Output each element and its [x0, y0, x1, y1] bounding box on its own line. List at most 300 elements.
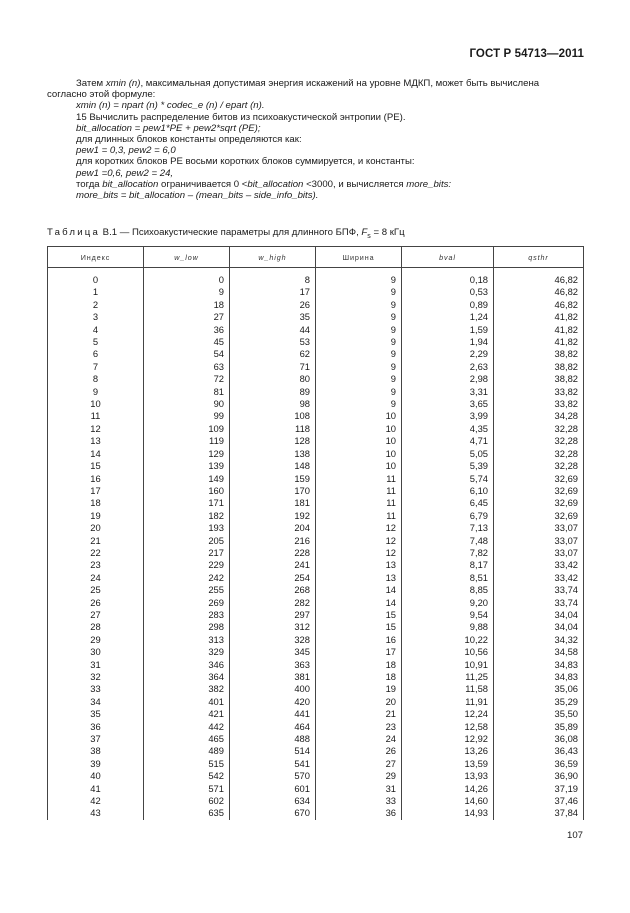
cell-width: 9: [316, 336, 402, 348]
cell-index: 31: [48, 659, 144, 671]
cell-w-low: 72: [144, 373, 230, 385]
cell-qsthr: 38,82: [494, 373, 584, 385]
header-w-high: w_high: [230, 247, 316, 268]
cell-index: 29: [48, 634, 144, 646]
formula-line: bit_allocation = pew1*PE + pew2*sqrt (PE);: [76, 122, 261, 134]
cell-qsthr: 41,82: [494, 311, 584, 323]
cell-w-high: 204: [230, 522, 316, 534]
caption-text: В.1 — Психоакустические параметры для длинного БПФ,: [100, 227, 362, 238]
cell-bval: 8,51: [402, 572, 494, 584]
cell-w-low: 63: [144, 361, 230, 373]
cell-w-low: 171: [144, 497, 230, 509]
table-row: [48, 473, 584, 485]
cell-width: 12: [316, 522, 402, 534]
table-caption: [47, 227, 405, 240]
cell-w-high: 148: [230, 460, 316, 472]
cell-qsthr: 33,82: [494, 386, 584, 398]
cell-bval: 2,63: [402, 361, 494, 373]
cell-qsthr: 32,69: [494, 485, 584, 497]
cell-index: 1: [48, 286, 144, 298]
cell-width: 14: [316, 597, 402, 609]
header-w-low: w_low: [144, 247, 230, 268]
cell-qsthr: 36,59: [494, 758, 584, 770]
cell-w-high: 89: [230, 386, 316, 398]
cell-index: 22: [48, 547, 144, 559]
table-row: [48, 361, 584, 373]
cell-qsthr: 33,42: [494, 572, 584, 584]
table-row: [48, 721, 584, 733]
paragraph-line: [47, 179, 583, 190]
cell-w-high: 634: [230, 795, 316, 807]
cell-w-low: 139: [144, 460, 230, 472]
formula-line: pew1 = 0,3, pew2 = 6,0: [76, 145, 176, 157]
cell-bval: 11,25: [402, 671, 494, 683]
cell-index: 38: [48, 745, 144, 757]
cell-qsthr: 32,28: [494, 460, 584, 472]
cell-index: 40: [48, 770, 144, 782]
cell-index: 34: [48, 696, 144, 708]
table-row: [48, 535, 584, 547]
cell-w-low: 421: [144, 708, 230, 720]
cell-w-high: 26: [230, 299, 316, 311]
cell-qsthr: 32,69: [494, 497, 584, 509]
cell-w-low: 635: [144, 807, 230, 819]
cell-bval: 13,59: [402, 758, 494, 770]
cell-bval: 13,93: [402, 770, 494, 782]
cell-width: 11: [316, 497, 402, 509]
table-row: [48, 485, 584, 497]
cell-w-high: 53: [230, 336, 316, 348]
cell-bval: 8,85: [402, 584, 494, 596]
cell-qsthr: 37,84: [494, 807, 584, 819]
table-row: [48, 286, 584, 298]
table-row: [48, 460, 584, 472]
table-row: [48, 268, 584, 287]
table-row: [48, 733, 584, 745]
cell-w-low: 193: [144, 522, 230, 534]
cell-w-low: 465: [144, 733, 230, 745]
header-width: Ширина: [316, 247, 402, 268]
table-row: [48, 783, 584, 795]
cell-bval: 2,98: [402, 373, 494, 385]
cell-index: 7: [48, 361, 144, 373]
table-row: [48, 621, 584, 633]
text-span: тогда: [76, 178, 103, 190]
cell-w-low: 149: [144, 473, 230, 485]
cell-width: 17: [316, 646, 402, 658]
cell-bval: 14,60: [402, 795, 494, 807]
cell-w-low: 242: [144, 572, 230, 584]
cell-width: 9: [316, 398, 402, 410]
page-number: 107: [566, 830, 583, 841]
cell-qsthr: 33,42: [494, 559, 584, 571]
cell-w-low: 489: [144, 745, 230, 757]
cell-index: 23: [48, 559, 144, 571]
cell-qsthr: 36,43: [494, 745, 584, 757]
cell-bval: 11,58: [402, 683, 494, 695]
caption-fs-value: = 8 кГц: [370, 227, 405, 238]
cell-qsthr: 33,82: [494, 398, 584, 410]
cell-qsthr: 32,69: [494, 510, 584, 522]
cell-bval: 0,53: [402, 286, 494, 298]
cell-width: 9: [316, 324, 402, 336]
cell-w-high: 62: [230, 348, 316, 360]
cell-width: 33: [316, 795, 402, 807]
text-span: ограничивается 0 <: [158, 178, 248, 190]
cell-bval: 5,39: [402, 460, 494, 472]
cell-width: 9: [316, 268, 402, 287]
body-text: [47, 78, 583, 201]
table-row: [48, 683, 584, 695]
cell-width: 9: [316, 286, 402, 298]
cell-w-low: 129: [144, 448, 230, 460]
cell-qsthr: 32,69: [494, 473, 584, 485]
cell-bval: 7,82: [402, 547, 494, 559]
cell-qsthr: 33,07: [494, 535, 584, 547]
cell-width: 14: [316, 584, 402, 596]
cell-qsthr: 37,19: [494, 783, 584, 795]
cell-bval: 12,58: [402, 721, 494, 733]
cell-width: 36: [316, 807, 402, 819]
header-index: Индекс: [48, 247, 144, 268]
cell-width: 15: [316, 621, 402, 633]
cell-index: 13: [48, 435, 144, 447]
cell-w-high: 570: [230, 770, 316, 782]
cell-w-low: 45: [144, 336, 230, 348]
cell-index: 20: [48, 522, 144, 534]
cell-qsthr: 41,82: [494, 336, 584, 348]
cell-width: 13: [316, 572, 402, 584]
cell-bval: 14,93: [402, 807, 494, 819]
table-row: [48, 584, 584, 596]
formula-line: more_bits = bit_allocation – (mean_bits – side_info_bits).: [76, 190, 319, 202]
cell-width: 10: [316, 460, 402, 472]
cell-width: 21: [316, 708, 402, 720]
cell-bval: 1,94: [402, 336, 494, 348]
cell-qsthr: 33,74: [494, 597, 584, 609]
cell-index: 39: [48, 758, 144, 770]
cell-width: 9: [316, 311, 402, 323]
table-body: [48, 268, 584, 820]
table-row: [48, 423, 584, 435]
cell-w-high: 138: [230, 448, 316, 460]
cell-bval: 2,29: [402, 348, 494, 360]
cell-bval: 4,35: [402, 423, 494, 435]
table-row: [48, 795, 584, 807]
cell-w-low: 182: [144, 510, 230, 522]
formula-span: more_bits:: [406, 178, 452, 190]
cell-width: 11: [316, 473, 402, 485]
cell-qsthr: 36,08: [494, 733, 584, 745]
caption-fs-subscript: s: [367, 232, 371, 240]
cell-qsthr: 46,82: [494, 299, 584, 311]
cell-width: 31: [316, 783, 402, 795]
cell-index: 8: [48, 373, 144, 385]
cell-w-high: 216: [230, 535, 316, 547]
cell-w-low: 283: [144, 609, 230, 621]
cell-qsthr: 35,29: [494, 696, 584, 708]
table-row: [48, 559, 584, 571]
table-row: [48, 410, 584, 422]
cell-w-low: 382: [144, 683, 230, 695]
psychoacoustic-table: [47, 246, 584, 820]
cell-qsthr: 34,32: [494, 634, 584, 646]
cell-width: 16: [316, 634, 402, 646]
cell-bval: 4,71: [402, 435, 494, 447]
cell-width: 10: [316, 423, 402, 435]
cell-qsthr: 38,82: [494, 361, 584, 373]
formula-line: pew1 =0,6, pew2 = 24,: [76, 167, 174, 179]
cell-qsthr: 41,82: [494, 324, 584, 336]
cell-w-high: 282: [230, 597, 316, 609]
document-standard-number: ГОСТ Р 54713—2011: [469, 48, 584, 60]
cell-index: 28: [48, 621, 144, 633]
cell-w-high: 297: [230, 609, 316, 621]
cell-bval: 3,65: [402, 398, 494, 410]
cell-w-low: 90: [144, 398, 230, 410]
text-span: Затем: [76, 78, 106, 89]
cell-w-low: 401: [144, 696, 230, 708]
cell-index: 19: [48, 510, 144, 522]
cell-bval: 10,22: [402, 634, 494, 646]
table-row: [48, 572, 584, 584]
cell-width: 10: [316, 448, 402, 460]
cell-w-high: 541: [230, 758, 316, 770]
cell-index: 41: [48, 783, 144, 795]
cell-w-high: 488: [230, 733, 316, 745]
cell-w-low: 255: [144, 584, 230, 596]
cell-width: 29: [316, 770, 402, 782]
cell-w-low: 0: [144, 268, 230, 287]
table-row: [48, 398, 584, 410]
cell-w-low: 160: [144, 485, 230, 497]
cell-qsthr: 33,07: [494, 522, 584, 534]
table-row: [48, 758, 584, 770]
cell-index: 25: [48, 584, 144, 596]
cell-width: 18: [316, 659, 402, 671]
text-span: <3000, и вычисляется: [303, 178, 407, 190]
cell-index: 5: [48, 336, 144, 348]
cell-qsthr: 35,50: [494, 708, 584, 720]
cell-bval: 14,26: [402, 783, 494, 795]
cell-index: 14: [48, 448, 144, 460]
cell-w-high: 17: [230, 286, 316, 298]
table-row: [48, 299, 584, 311]
cell-index: 36: [48, 721, 144, 733]
cell-w-high: 464: [230, 721, 316, 733]
cell-qsthr: 46,82: [494, 268, 584, 287]
cell-w-high: 268: [230, 584, 316, 596]
cell-w-low: 269: [144, 597, 230, 609]
cell-qsthr: 34,04: [494, 609, 584, 621]
cell-w-low: 18: [144, 299, 230, 311]
cell-w-low: 329: [144, 646, 230, 658]
cell-bval: 1,59: [402, 324, 494, 336]
cell-index: 18: [48, 497, 144, 509]
cell-w-low: 109: [144, 423, 230, 435]
cell-w-high: 514: [230, 745, 316, 757]
cell-width: 20: [316, 696, 402, 708]
formula-span: bit_allocation: [247, 178, 304, 190]
cell-width: 9: [316, 361, 402, 373]
paragraph-line: 15 Вычислить распределение битов из психоакустической энтропии (РЕ).: [76, 111, 406, 123]
cell-qsthr: 34,83: [494, 671, 584, 683]
cell-width: 26: [316, 745, 402, 757]
cell-index: 37: [48, 733, 144, 745]
cell-bval: 11,91: [402, 696, 494, 708]
cell-bval: 10,56: [402, 646, 494, 658]
cell-width: 9: [316, 348, 402, 360]
cell-w-low: 571: [144, 783, 230, 795]
cell-w-high: 328: [230, 634, 316, 646]
cell-bval: 5,05: [402, 448, 494, 460]
cell-width: 27: [316, 758, 402, 770]
formula-span: bit_allocation: [102, 178, 159, 190]
cell-index: 10: [48, 398, 144, 410]
cell-w-low: 542: [144, 770, 230, 782]
cell-index: 2: [48, 299, 144, 311]
cell-index: 12: [48, 423, 144, 435]
cell-w-high: 601: [230, 783, 316, 795]
cell-bval: 7,13: [402, 522, 494, 534]
cell-index: 43: [48, 807, 144, 819]
cell-width: 9: [316, 373, 402, 385]
cell-w-low: 54: [144, 348, 230, 360]
cell-w-high: 159: [230, 473, 316, 485]
cell-qsthr: 32,28: [494, 435, 584, 447]
cell-index: 6: [48, 348, 144, 360]
table-row: [48, 745, 584, 757]
cell-w-high: 71: [230, 361, 316, 373]
cell-bval: 9,20: [402, 597, 494, 609]
cell-index: 3: [48, 311, 144, 323]
cell-w-high: 181: [230, 497, 316, 509]
caption-fs: F: [361, 227, 368, 238]
cell-w-high: 192: [230, 510, 316, 522]
paragraph-line: для коротких блоков РЕ восьми коротких блоков суммируется, и константы:: [76, 156, 415, 168]
cell-w-high: 170: [230, 485, 316, 497]
caption-prefix: Таблица: [47, 227, 101, 238]
table-row: [48, 510, 584, 522]
paragraph-line: для длинных блоков константы определяются как:: [76, 134, 302, 146]
cell-qsthr: 34,83: [494, 659, 584, 671]
table-row: [48, 646, 584, 658]
table-row: [48, 708, 584, 720]
cell-w-low: 36: [144, 324, 230, 336]
cell-index: 32: [48, 671, 144, 683]
cell-qsthr: 38,82: [494, 348, 584, 360]
cell-width: 10: [316, 435, 402, 447]
cell-width: 11: [316, 510, 402, 522]
cell-w-high: 363: [230, 659, 316, 671]
cell-w-low: 229: [144, 559, 230, 571]
cell-width: 18: [316, 671, 402, 683]
cell-width: 9: [316, 299, 402, 311]
cell-index: 9: [48, 386, 144, 398]
cell-qsthr: 34,28: [494, 410, 584, 422]
cell-w-high: 381: [230, 671, 316, 683]
cell-index: 35: [48, 708, 144, 720]
table-row: [48, 324, 584, 336]
paragraph-line: согласно этой формуле:: [47, 89, 156, 101]
cell-index: 26: [48, 597, 144, 609]
cell-w-high: 44: [230, 324, 316, 336]
cell-width: 12: [316, 547, 402, 559]
formula-span: xmin (n): [105, 78, 141, 89]
cell-bval: 12,24: [402, 708, 494, 720]
cell-qsthr: 35,89: [494, 721, 584, 733]
cell-bval: 7,48: [402, 535, 494, 547]
cell-w-high: 345: [230, 646, 316, 658]
table-row: [48, 547, 584, 559]
table-row: [48, 386, 584, 398]
cell-qsthr: 36,90: [494, 770, 584, 782]
cell-index: 33: [48, 683, 144, 695]
table-row: [48, 336, 584, 348]
cell-w-high: 241: [230, 559, 316, 571]
cell-w-low: 515: [144, 758, 230, 770]
cell-w-low: 602: [144, 795, 230, 807]
cell-bval: 13,26: [402, 745, 494, 757]
cell-w-high: 312: [230, 621, 316, 633]
cell-w-high: 98: [230, 398, 316, 410]
cell-w-low: 9: [144, 286, 230, 298]
header-qsthr: qsthr: [494, 247, 584, 268]
table-row: [48, 770, 584, 782]
cell-w-high: 8: [230, 268, 316, 287]
cell-w-high: 35: [230, 311, 316, 323]
cell-w-low: 442: [144, 721, 230, 733]
cell-qsthr: 32,28: [494, 423, 584, 435]
cell-w-high: 670: [230, 807, 316, 819]
cell-bval: 1,24: [402, 311, 494, 323]
table-row: [48, 311, 584, 323]
cell-bval: 12,92: [402, 733, 494, 745]
cell-w-low: 27: [144, 311, 230, 323]
cell-index: 0: [48, 268, 144, 287]
cell-w-high: 420: [230, 696, 316, 708]
cell-bval: 10,91: [402, 659, 494, 671]
table-row: [48, 497, 584, 509]
table-row: [48, 634, 584, 646]
cell-w-low: 298: [144, 621, 230, 633]
cell-bval: 3,31: [402, 386, 494, 398]
cell-qsthr: 32,28: [494, 448, 584, 460]
cell-w-high: 108: [230, 410, 316, 422]
cell-width: 24: [316, 733, 402, 745]
cell-w-high: 441: [230, 708, 316, 720]
cell-w-high: 80: [230, 373, 316, 385]
cell-index: 21: [48, 535, 144, 547]
cell-index: 27: [48, 609, 144, 621]
cell-index: 17: [48, 485, 144, 497]
cell-index: 24: [48, 572, 144, 584]
table-row: [48, 807, 584, 819]
table-row: [48, 373, 584, 385]
cell-qsthr: 46,82: [494, 286, 584, 298]
cell-qsthr: 34,04: [494, 621, 584, 633]
cell-w-low: 364: [144, 671, 230, 683]
cell-index: 15: [48, 460, 144, 472]
cell-bval: 8,17: [402, 559, 494, 571]
cell-width: 13: [316, 559, 402, 571]
cell-bval: 9,54: [402, 609, 494, 621]
cell-bval: 6,45: [402, 497, 494, 509]
cell-index: 30: [48, 646, 144, 658]
cell-w-high: 400: [230, 683, 316, 695]
cell-index: 11: [48, 410, 144, 422]
table-row: [48, 696, 584, 708]
